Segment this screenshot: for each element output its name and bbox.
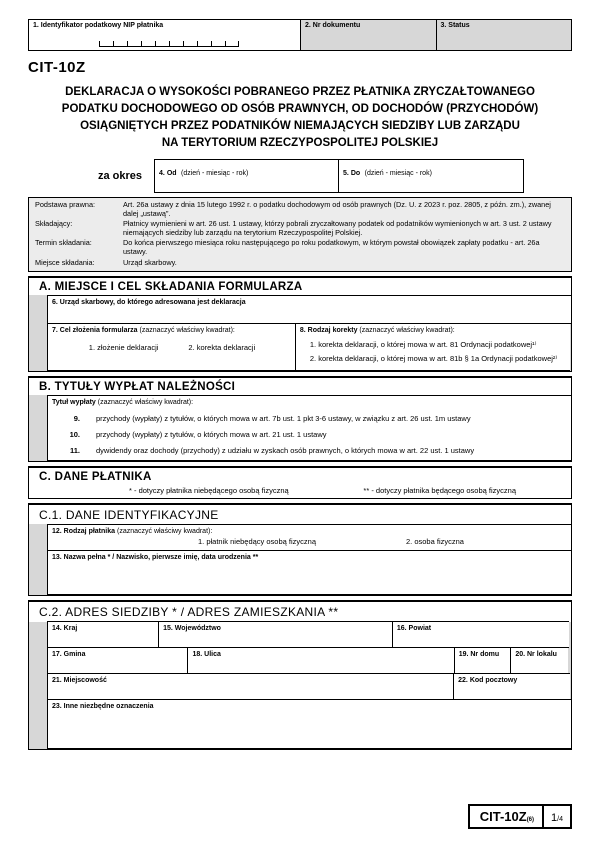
- top-id-boxes: [28, 19, 572, 51]
- form-title-line-3: OSIĄGNIĘTYCH PRZEZ PODATNIKÓW NIEMAJĄCYCH SIEDZIBY LUB ZARZĄDU: [80, 120, 520, 132]
- cel-zlozenia-hint: (zaznaczyć właściwy kwadrat):: [139, 327, 235, 335]
- nip-field-label: 1. Identyfikator podatkowy NIP płatnika: [33, 22, 164, 29]
- rodzaj-platnika-field: [47, 524, 571, 551]
- form-title: [28, 84, 572, 152]
- section-a-body: [29, 295, 571, 371]
- legal-row-label: Termin składania:: [35, 238, 92, 248]
- section-c-title: C. DANE PŁATNIKA: [39, 471, 152, 484]
- status-field: [436, 20, 572, 50]
- option-text: przychody (wypłaty) z tytułów, o których mowa w art. 7b ust. 1 pkt 3-6 ustawy, w związku z art. 26 ust. 1m ustawy: [96, 414, 471, 424]
- option-text: dywidendy oraz dochody (przychody) z udziału w zyskach osób prawnych, o których mowa w art. 22 ust. 1 ustawy: [96, 446, 475, 456]
- nr-domu-field[interactable]: [454, 647, 512, 674]
- rodzaj-korekty-hint: (zaznaczyć właściwy kwadrat):: [359, 327, 455, 335]
- rodzaj-korekty-option-2[interactable]: 2. korekta deklaracji, o której mowa w art. 81b § 1a Ordynacji podatkowej²⁾: [309, 354, 558, 364]
- kod-pocztowy-label: 22. Kod pocztowy: [458, 677, 518, 685]
- rodzaj-korekty-field: [295, 323, 570, 371]
- cel-zlozenia-option-2[interactable]: 2. korekta deklaracji: [188, 343, 256, 353]
- footer-version: (6): [526, 817, 535, 823]
- nip-input-comb[interactable]: [99, 41, 239, 47]
- legal-row-podstawa: [29, 200, 571, 219]
- section-b: [28, 376, 572, 462]
- legal-row-skladajacy: [29, 219, 571, 238]
- inne-oznaczenia-field[interactable]: [47, 699, 571, 749]
- section-c-footnotes: [29, 486, 571, 498]
- period-from-field[interactable]: [154, 159, 339, 193]
- document-number-label: 2. Nr dokumentu: [305, 22, 361, 29]
- section-c1-body: [29, 524, 571, 595]
- form-code: CIT-10Z: [28, 59, 86, 76]
- rodzaj-platnika-label: 12. Rodzaj płatnika: [52, 528, 116, 536]
- legal-row-label: Podstawa prawna:: [35, 200, 96, 209]
- tytul-wyplaty-option-10[interactable]: [48, 430, 571, 439]
- period-to-field[interactable]: [339, 159, 524, 193]
- urzad-skarbowy-label: 6. Urząd skarbowy, do którego adresowana jest deklaracja: [52, 299, 246, 307]
- option-text: przychody (wypłaty) z tytułów, o których mowa w art. 21 ust. 1 ustawy: [96, 430, 327, 440]
- section-c2-body: [29, 622, 571, 749]
- cel-zlozenia-label: 7. Cel złożenia formularza: [52, 327, 138, 335]
- footer-form-code: [470, 806, 544, 827]
- legal-row-text: Płatnicy wymienieni w art. 26 ust. 1 ustawy, którzy pobrali zryczałtowany podatek od podatników wymienionych w art. 3 ust. 2 ustawy niemających siedziby lub zarządu na terytorium Rzeczypospolitej Polskiej.: [123, 219, 552, 237]
- section-c: [28, 466, 572, 499]
- section-b-title: B. TYTUŁY WYPŁAT NALEŻNOŚCI: [39, 381, 236, 394]
- nip-field[interactable]: [29, 20, 300, 50]
- legal-row-label: Miejsce składania:: [35, 257, 95, 267]
- legal-row-text: Do końca pierwszego miesiąca roku następującego po roku podatkowym, w którym powstał obowiązek zapłaty podatku - art. 26a ustawy.: [123, 238, 540, 256]
- kod-pocztowy-field[interactable]: [453, 673, 570, 700]
- tytul-wyplaty-hint: (zaznaczyć właściwy kwadrat):: [97, 399, 194, 407]
- period-from-label: 4. Od: [159, 170, 177, 177]
- section-b-body: [29, 395, 571, 461]
- kraj-label: 14. Kraj: [52, 625, 78, 633]
- nr-lokalu-label: 20. Nr lokalu: [515, 651, 557, 659]
- period-from-hint: (dzień - miesiąc - rok): [181, 170, 249, 177]
- tytul-wyplaty-option-9[interactable]: [48, 414, 571, 423]
- kraj-field[interactable]: [47, 621, 159, 648]
- rodzaj-platnika-option-2[interactable]: 2. osoba fizyczna: [406, 537, 464, 547]
- section-c1: [28, 503, 572, 596]
- powiat-field[interactable]: [392, 621, 569, 648]
- rodzaj-korekty-option-1[interactable]: 1. korekta deklaracji, o której mowa w art. 81 Ordynacji podatkowej¹⁾: [309, 340, 537, 350]
- gmina-field[interactable]: [47, 647, 188, 674]
- footer-page-number: 1: [551, 811, 558, 824]
- footnote-double-star: ** - dotyczy płatnika będącego osobą fizyczną: [363, 486, 516, 496]
- footer-page-indicator: [544, 806, 570, 827]
- inne-oznaczenia-label: 23. Inne niezbędne oznaczenia: [52, 703, 154, 711]
- wojewodztwo-field[interactable]: [158, 621, 393, 648]
- option-number: 9.: [73, 414, 80, 424]
- option-number: 11.: [69, 446, 80, 456]
- nr-lokalu-field[interactable]: [510, 647, 568, 674]
- section-a: [28, 276, 572, 372]
- period-label: za okres: [98, 170, 143, 182]
- rodzaj-platnika-hint: (zaznaczyć właściwy kwadrat):: [116, 528, 213, 536]
- tytul-wyplaty-option-11[interactable]: [48, 446, 571, 455]
- document-number-field: [300, 20, 436, 50]
- ulica-field[interactable]: [187, 647, 454, 674]
- period-row: [28, 159, 572, 193]
- rodzaj-korekty-label: 8. Rodzaj korekty: [299, 327, 358, 335]
- form-title-line-2: PODATKU DOCHODOWEGO OD OSÓB PRAWNYCH, OD DOCHODÓW (PRZYCHODÓW): [61, 103, 539, 115]
- option-number: 10.: [69, 430, 80, 440]
- ulica-label: 18. Ulica: [192, 651, 221, 659]
- legal-basis-block: [28, 197, 572, 272]
- page-footer: [468, 804, 572, 829]
- period-to-hint: (dzień - miesiąc - rok): [364, 170, 432, 177]
- form-title-line-4: NA TERYTORIUM RZECZYPOSPOLITEJ POLSKIEJ: [161, 137, 439, 149]
- nazwa-pelna-label: 13. Nazwa pełna * / Nazwisko, pierwsze imię, data urodzenia **: [52, 554, 259, 562]
- legal-row-termin: [29, 238, 571, 257]
- cel-zlozenia-field: [47, 323, 296, 371]
- miejscowosc-label: 21. Miejscowość: [52, 677, 107, 685]
- footer-page-total: /4: [557, 815, 563, 823]
- legal-row-text: Art. 26a ustawy z dnia 15 lutego 1992 r. o podatku dochodowym od osób prawnych (Dz. U. z 2023 r. poz. 2805, z późn. zm.), zwanej dalej „ustawą”.: [123, 200, 551, 218]
- form-title-line-1: DEKLARACJA O WYSOKOŚCI POBRANEGO PRZEZ PŁATNIKA ZRYCZAŁTOWANEGO: [65, 86, 535, 98]
- nr-domu-label: 19. Nr domu: [458, 651, 500, 659]
- rodzaj-platnika-option-1[interactable]: 1. płatnik niebędący osobą fizyczną: [198, 537, 316, 547]
- urzad-skarbowy-field[interactable]: [47, 295, 571, 324]
- section-c2-title: C.2. ADRES SIEDZIBY * / ADRES ZAMIESZKANIA **: [39, 605, 339, 620]
- nazwa-pelna-field[interactable]: [47, 550, 571, 595]
- footnote-single-star: * - dotyczy płatnika niebędącego osobą fizyczną: [129, 486, 289, 496]
- section-c1-title: C.1. DANE IDENTYFIKACYJNE: [39, 508, 219, 523]
- section-c2: [28, 600, 572, 750]
- status-label: 3. Status: [440, 22, 470, 29]
- tytul-wyplaty-field: [47, 395, 571, 461]
- miejscowosc-field[interactable]: [47, 673, 454, 700]
- legal-row-miejsce: [29, 258, 571, 269]
- legal-row-text: Urząd skarbowy.: [123, 257, 177, 267]
- section-a-title: A. MIEJSCE I CEL SKŁADANIA FORMULARZA: [39, 281, 303, 294]
- legal-row-label: Składający:: [35, 219, 73, 229]
- powiat-label: 16. Powiat: [396, 625, 432, 633]
- cel-zlozenia-option-1[interactable]: 1. złożenie deklaracji: [88, 343, 159, 353]
- footer-code-text: CIT-10Z: [479, 809, 527, 824]
- gmina-label: 17. Gmina: [52, 651, 86, 659]
- period-to-label: 5. Do: [343, 170, 361, 177]
- wojewodztwo-label: 15. Województwo: [163, 625, 221, 633]
- tytul-wyplaty-label: Tytuł wypłaty: [52, 399, 96, 407]
